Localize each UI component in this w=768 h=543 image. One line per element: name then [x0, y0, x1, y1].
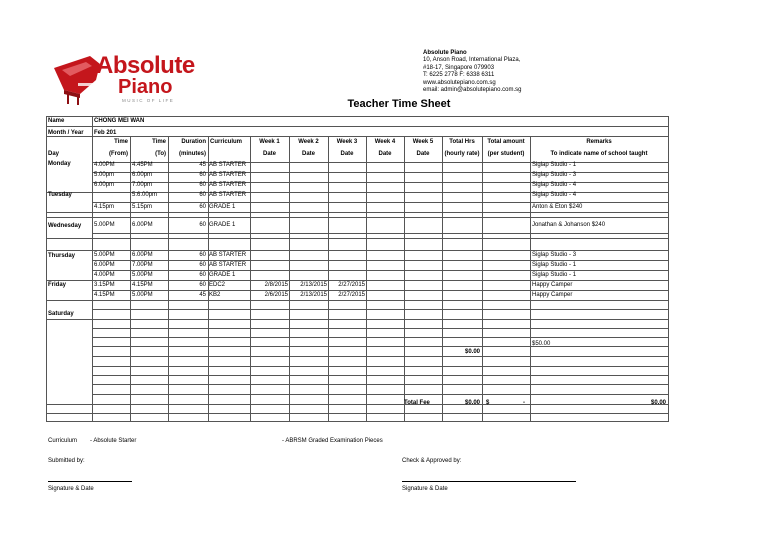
row-7-to[interactable]: 7.00PM: [132, 262, 153, 268]
row-7-from[interactable]: 6.00PM: [94, 262, 115, 268]
row-4-from[interactable]: 4.15pm: [94, 204, 115, 210]
header-week2-date: Date: [301, 151, 315, 157]
subtotal: $0.00: [464, 349, 480, 355]
row-10-from[interactable]: 4.15PM: [94, 292, 115, 298]
day-saturday: Saturday: [48, 311, 74, 317]
row-8-from[interactable]: 4.00PM: [94, 272, 115, 278]
logo-tagline: MUSIC OF LIFE: [122, 98, 175, 103]
header-week1-date: Date: [262, 151, 276, 157]
row-3-rem[interactable]: Siglap Studio - 4: [532, 192, 577, 198]
row-4-rem[interactable]: Anton & Eton $240: [532, 204, 583, 210]
row-8-cur[interactable]: GRADE 1: [209, 272, 236, 278]
row-3-cur[interactable]: AB STARTER: [209, 192, 247, 198]
header-total-hrs-sub: (hourly rate): [444, 151, 480, 157]
grand-total: $0.00: [650, 400, 666, 406]
header-remarks: Remarks: [586, 139, 612, 145]
header-week4-date: Date: [378, 151, 392, 157]
row-6-to[interactable]: 6.00PM: [132, 252, 153, 258]
row-9-cur[interactable]: EDC2: [209, 282, 226, 288]
row-6-cur[interactable]: AB STARTER: [209, 252, 247, 258]
header-remarks-sub: To indicate name of school taught: [550, 151, 648, 157]
row-1-dur[interactable]: 60: [199, 172, 206, 178]
row-6-from[interactable]: 5.00PM: [94, 252, 115, 258]
row-5-from[interactable]: 5.00PM: [94, 222, 115, 228]
header-total-amount-sub: (per student): [487, 151, 525, 157]
total-fee-hrs: $0.00: [464, 400, 480, 406]
header-duration-sub: (minutes): [179, 151, 206, 157]
company-name: Absolute Piano: [423, 50, 467, 56]
company-address-line2: #18-17, Singapore 079903: [423, 64, 495, 71]
row-4-cur[interactable]: GRADE 1: [209, 204, 236, 210]
row-2-from[interactable]: 6.00pm: [94, 182, 115, 188]
row-9-w3[interactable]: 2/27/2015: [338, 282, 365, 288]
row-10-to[interactable]: 5.00PM: [132, 292, 153, 298]
row-5-rem[interactable]: Jonathan & Johanson $240: [532, 222, 606, 228]
row-2-dur[interactable]: 60: [199, 182, 206, 188]
day-tuesday: Tuesday: [48, 192, 72, 198]
month-year-value[interactable]: Feb 201: [94, 130, 117, 136]
header-total-amount: Total amount: [487, 139, 525, 145]
header-duration: Duration: [181, 139, 206, 145]
total-fee-dash: -: [523, 400, 525, 406]
row-8-to[interactable]: 5.00PM: [132, 272, 153, 278]
day-thursday: Thursday: [48, 253, 76, 259]
row-1-cur[interactable]: AB STARTER: [209, 172, 247, 178]
row-4-to[interactable]: 5.15pm: [132, 204, 153, 210]
header-curriculum: Curriculum: [210, 139, 243, 145]
month-year-label: Month / Year: [48, 130, 84, 136]
row-8-dur[interactable]: 60: [199, 272, 206, 278]
row-1-rem[interactable]: Siglap Studio - 3: [532, 172, 577, 178]
header-day: Day: [48, 151, 60, 157]
row-9-w1[interactable]: 2/8/2015: [264, 282, 288, 288]
company-web: www.absolutepiano.com.sg: [423, 79, 496, 86]
header-week5: Week 5: [412, 139, 434, 145]
row-0-to[interactable]: 4.45PM: [132, 162, 153, 168]
row-10-w3[interactable]: 2/27/2015: [338, 292, 365, 298]
row-8-rem[interactable]: Siglap Studio - 1: [532, 272, 577, 278]
logo-word-piano: Piano: [118, 76, 173, 98]
signature-date-right: Signature & Date: [402, 486, 448, 492]
row-10-rem[interactable]: Happy Camper: [532, 292, 573, 298]
day-friday: Friday: [48, 282, 67, 288]
row-3-dur[interactable]: 60: [199, 192, 206, 198]
row-10-w2[interactable]: 2/13/2015: [300, 292, 327, 298]
row-0-from[interactable]: 4.00PM: [94, 162, 115, 168]
header-total-hrs: Total Hrs: [449, 139, 475, 145]
row-3-to[interactable]: 5.6.00pm: [132, 192, 158, 198]
checked-approved-label: Check & Approved by:: [402, 458, 462, 464]
row-1-to[interactable]: 6.00pm: [132, 172, 153, 178]
header-week5-date: Date: [416, 151, 430, 157]
page-title: Teacher Time Sheet: [347, 98, 451, 110]
row-9-from[interactable]: 3.15PM: [94, 282, 115, 288]
header-week3: Week 3: [336, 139, 358, 145]
row-7-dur[interactable]: 60: [199, 262, 206, 268]
row-6-rem[interactable]: Siglap Studio - 3: [532, 252, 577, 258]
total-fee-dollar: $: [486, 400, 490, 406]
header-time-from: Time: [114, 139, 128, 145]
signature-line-right[interactable]: [402, 481, 576, 482]
submitted-by-label: Submitted by:: [48, 458, 85, 464]
row-2-rem[interactable]: Siglap Studio - 4: [532, 182, 577, 188]
abrsm-note: - ABRSM Graded Examination Pieces: [282, 438, 383, 444]
curriculum-label: Curriculum: [48, 438, 78, 444]
row-4-dur[interactable]: 60: [199, 204, 206, 210]
row-1-from[interactable]: 5.00pm: [94, 172, 115, 178]
header-time-to-sub: (To): [155, 151, 166, 157]
total-fee-label: Total Fee: [404, 400, 430, 406]
time-sheet-table: [46, 116, 669, 422]
signature-line-left[interactable]: [48, 481, 132, 482]
row-10-cur[interactable]: KB2: [209, 292, 221, 298]
company-phone: T: 6225 2778 F: 6338 6311: [423, 72, 495, 79]
row-0-rem[interactable]: Siglap Studio - 1: [532, 162, 577, 168]
row-9-dur[interactable]: 60: [199, 282, 206, 288]
signature-date-left: Signature & Date: [48, 486, 94, 492]
row-9-w2[interactable]: 2/13/2015: [300, 282, 327, 288]
company-address-block: [423, 50, 521, 94]
row-0-dur[interactable]: 45: [199, 162, 206, 168]
header-week2: Week 2: [298, 139, 319, 145]
company-email: email: admin@absolutepiano.com.sg: [423, 87, 522, 94]
row-0-cur[interactable]: AB STARTER: [209, 162, 247, 168]
remarks-amount: $50.00: [532, 341, 551, 347]
row-5-dur[interactable]: 60: [199, 222, 206, 228]
header-time-to: Time: [152, 139, 166, 145]
row-7-cur[interactable]: AB STARTER: [209, 262, 247, 268]
row-10-w1[interactable]: 2/6/2015: [264, 292, 288, 298]
row-9-to[interactable]: 4.15PM: [132, 282, 153, 288]
row-5-cur[interactable]: GRADE 1: [209, 222, 236, 228]
day-monday: Monday: [48, 161, 71, 167]
row-9-rem[interactable]: Happy Camper: [532, 282, 573, 288]
teacher-name[interactable]: CHONG MEI WAN: [94, 118, 145, 124]
header-week1: Week 1: [259, 139, 280, 145]
row-5-to[interactable]: 6.00PM: [132, 222, 153, 228]
curriculum-note: - Absolute Starter: [90, 438, 137, 444]
header-week4: Week 4: [374, 139, 396, 145]
day-wednesday: Wednesday: [48, 223, 82, 229]
header-week3-date: Date: [340, 151, 354, 157]
row-2-cur[interactable]: AB STARTER: [209, 182, 247, 188]
logo-word-absolute: Absolute: [96, 52, 195, 79]
row-10-dur[interactable]: 45: [199, 292, 206, 298]
row-2-to[interactable]: 7.00pm: [132, 182, 153, 188]
row-6-dur[interactable]: 60: [199, 252, 206, 258]
name-label: Name: [48, 118, 65, 124]
header-time-from-sub: (From): [109, 151, 128, 157]
company-address-line1: 10, Anson Road, International Plaza,: [423, 57, 521, 64]
row-7-rem[interactable]: Siglap Studio - 1: [532, 262, 577, 268]
